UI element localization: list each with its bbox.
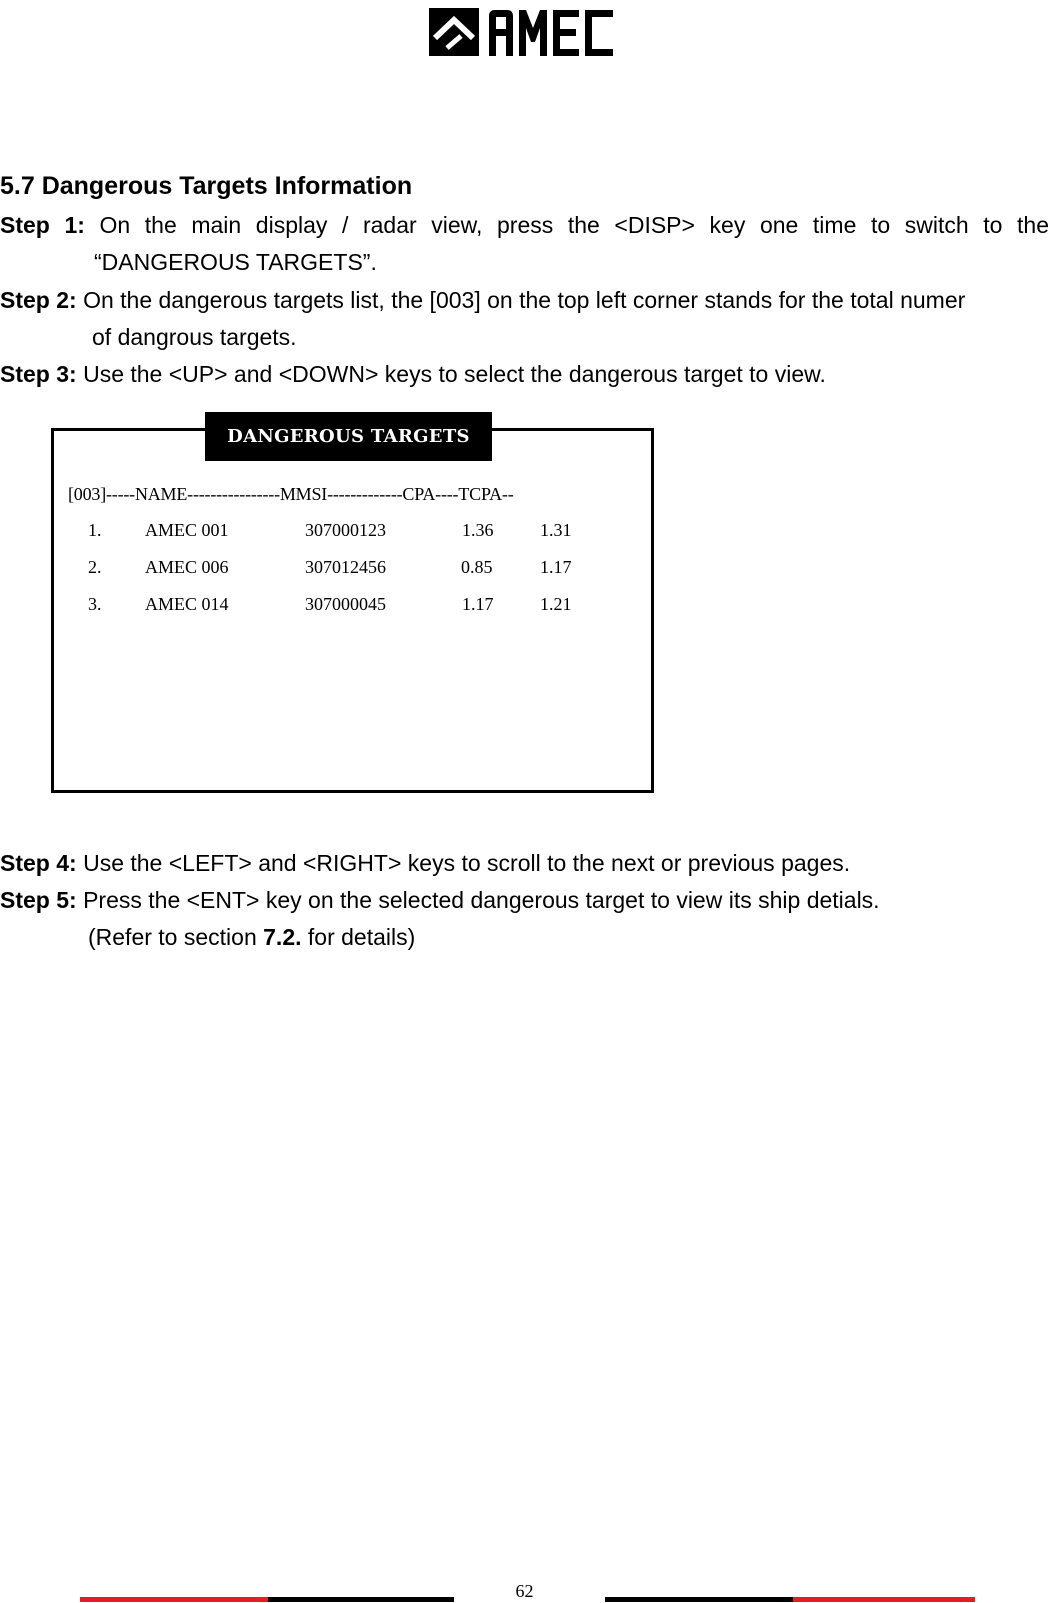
step-4-label: Step 4:	[0, 850, 77, 876]
row-cpa: 0.85	[461, 557, 493, 577]
row-mmsi: 307012456	[305, 557, 386, 577]
step-4-text: Use the <LEFT> and <RIGHT> keys to scroll to the next or previous pages.	[83, 850, 851, 876]
row-cpa: 1.17	[462, 594, 494, 614]
reference-section: 7.2.	[263, 924, 302, 950]
reference-suffix: for details)	[301, 924, 416, 950]
screen-header-line: [003]-----NAME----------------MMSI-------------CPA----TCPA--	[68, 484, 514, 504]
step-1-label: Step 1:	[0, 212, 85, 238]
row-name: AMEC 006	[145, 557, 229, 577]
row-tcpa: 1.17	[540, 557, 572, 577]
row-tcpa: 1.21	[540, 594, 572, 614]
row-index: 2.	[88, 557, 102, 577]
step-3-text: Use the <UP> and <DOWN> keys to select the dangerous target to view.	[83, 361, 826, 387]
step-5-text: Press the <ENT> key on the selected dangerous target to view its ship detials.	[83, 887, 880, 913]
step-4	[0, 845, 1049, 882]
step-3	[0, 356, 1049, 393]
footer-bar-red-left	[80, 1597, 268, 1602]
step-5	[0, 882, 1049, 956]
footer-bar-black-left	[268, 1597, 454, 1602]
reference-prefix: (Refer to section	[88, 924, 264, 950]
step-2-text-cont: of dangrous targets.	[92, 324, 297, 350]
step-5-reference	[0, 919, 1049, 956]
row-tcpa: 1.31	[540, 520, 572, 540]
row-index: 1.	[88, 520, 102, 540]
step-2	[0, 282, 1049, 356]
row-name: AMEC 014	[145, 594, 229, 614]
footer-bar-black-right	[605, 1597, 793, 1602]
page-number: 62	[515, 1581, 534, 1601]
step-1	[0, 207, 1049, 281]
footer-bar-red-right	[793, 1597, 975, 1602]
row-index: 3.	[88, 594, 102, 614]
step-2-label: Step 2:	[0, 287, 77, 313]
section-title: 5.7 Dangerous Targets Information	[0, 172, 413, 200]
row-mmsi: 307000045	[305, 594, 386, 614]
screen-title: DANGEROUS TARGETS	[205, 412, 492, 461]
step-1-text-cont: “DANGEROUS TARGETS”.	[94, 249, 377, 275]
step-5-label: Step 5:	[0, 887, 77, 913]
row-name: AMEC 001	[145, 520, 229, 540]
row-cpa: 1.36	[462, 520, 494, 540]
step-1-text: On the main display / radar view, press the <DISP> key one time to switch to the	[99, 212, 1049, 238]
step-2-text: On the dangerous targets list, the [003] on the top left corner stands for the total numer	[83, 287, 966, 313]
step-3-label: Step 3:	[0, 361, 77, 387]
amec-logo	[429, 8, 619, 56]
row-mmsi: 307000123	[305, 520, 386, 540]
